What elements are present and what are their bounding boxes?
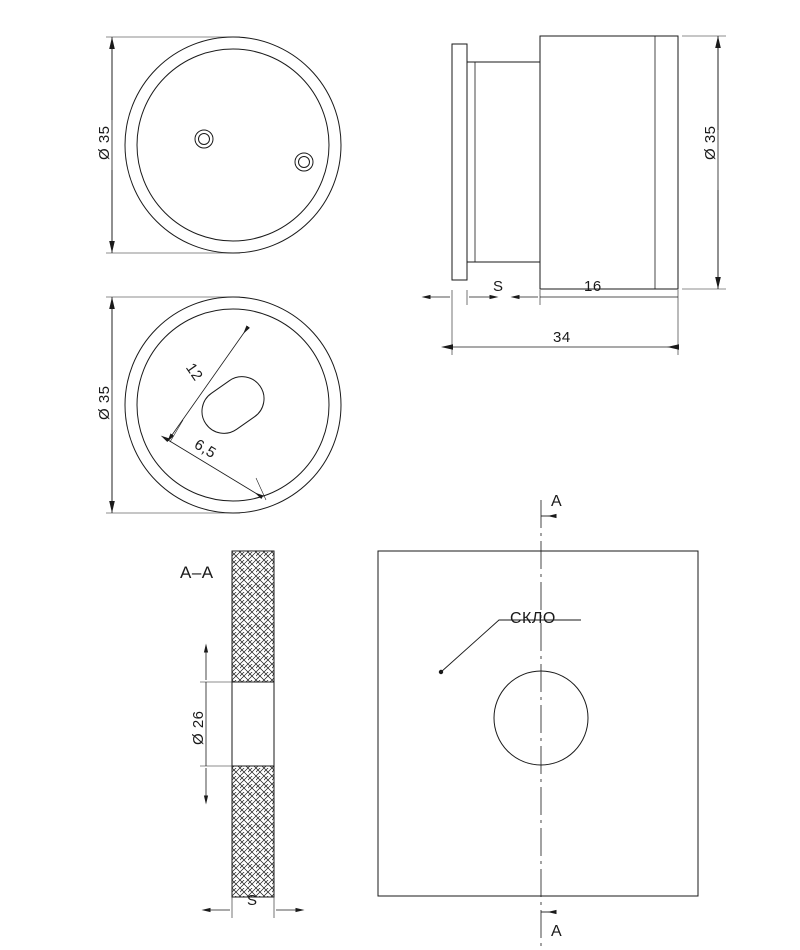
label-section-bore-26: Ø 26 xyxy=(190,710,207,745)
label-section-mark-top-a: A xyxy=(551,493,563,510)
view-glass-panel xyxy=(378,500,698,948)
view-front-top xyxy=(106,37,341,253)
label-side-length-16: 16 xyxy=(584,278,602,295)
label-section-title-aa: A–A xyxy=(180,563,214,582)
label-section-glass-s: S xyxy=(247,892,258,909)
label-slot-width-65: 6,5 xyxy=(191,436,220,463)
label-side-diameter: Ø 35 xyxy=(702,125,719,160)
label-glass-leader-sklo: СКЛО xyxy=(510,610,556,627)
label-front-slot-diameter: Ø 35 xyxy=(96,385,113,420)
label-side-total-34: 34 xyxy=(553,329,571,346)
label-side-thickness-s: S xyxy=(493,278,504,295)
label-front-top-diameter: Ø 35 xyxy=(96,125,113,160)
label-section-mark-bottom-a: A xyxy=(551,923,563,940)
view-front-slot xyxy=(106,297,341,513)
view-section-aa xyxy=(200,551,296,918)
label-slot-length-12: 12 xyxy=(182,360,207,385)
view-side xyxy=(430,36,726,355)
